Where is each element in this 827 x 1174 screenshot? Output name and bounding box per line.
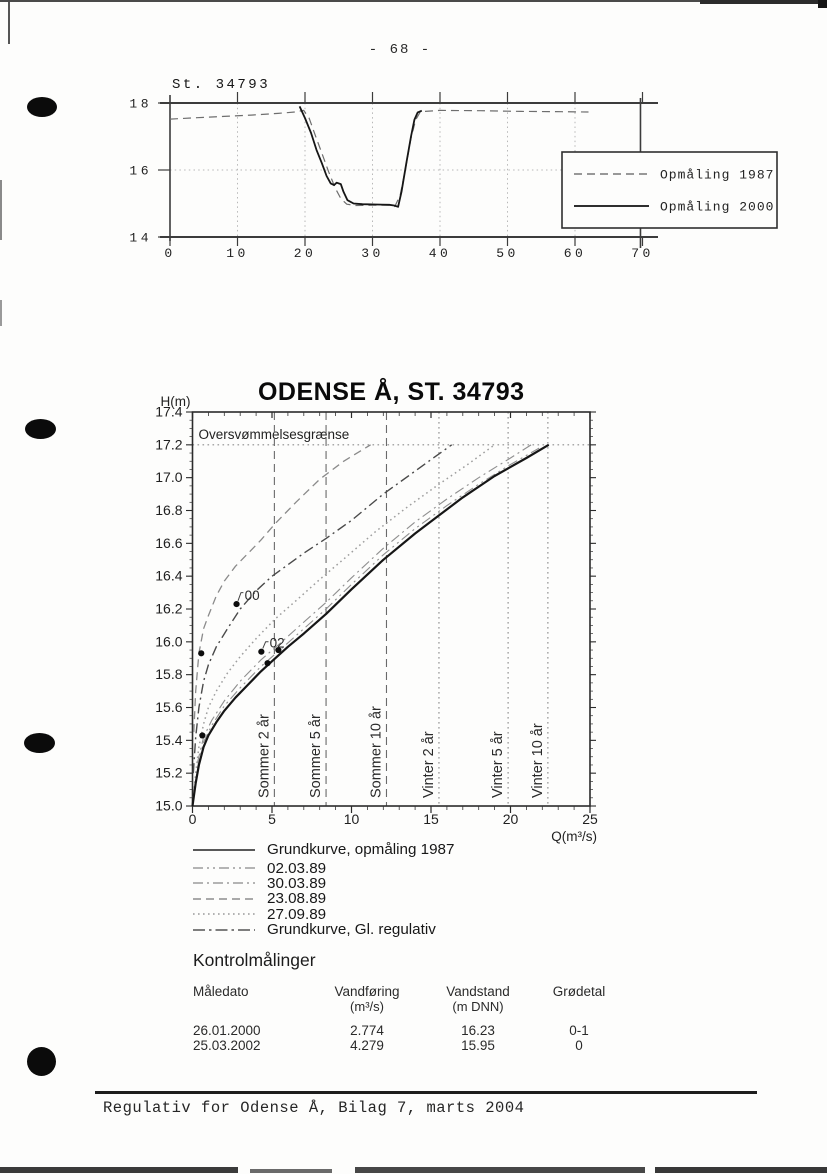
x-tick-label: 15 bbox=[423, 811, 439, 828]
legend-label: 23.08.89 bbox=[267, 890, 327, 908]
legend-label: 27.09.89 bbox=[267, 905, 327, 923]
page-number: - 68 - bbox=[368, 42, 432, 58]
point-label: 00 bbox=[244, 587, 260, 603]
column-unit: (m DNN) bbox=[452, 999, 504, 1014]
legend-row bbox=[193, 907, 623, 922]
table-cell: 2.774 bbox=[350, 1023, 384, 1038]
profile-plot bbox=[129, 77, 777, 261]
y-tick-label: 16.0 bbox=[155, 633, 183, 650]
return-line-label: Vinter 10 år bbox=[529, 723, 546, 799]
y-tick-label: 16.2 bbox=[155, 600, 183, 617]
profile-chart bbox=[100, 70, 827, 282]
point-label-leader bbox=[263, 642, 269, 649]
x-tick-label: 10 bbox=[343, 811, 360, 828]
legend-sample-solid bbox=[193, 844, 255, 856]
legend-sample-dashed bbox=[193, 893, 255, 905]
y-tick-label: 16 bbox=[129, 163, 152, 179]
legend-row bbox=[193, 842, 623, 857]
rating-plot bbox=[155, 377, 598, 844]
column-header bbox=[311, 984, 423, 1014]
x-tick-label: 0 bbox=[164, 246, 176, 261]
x-tick-label: 70 bbox=[631, 246, 654, 261]
legend-box bbox=[562, 152, 777, 228]
y-tick-label: 15.4 bbox=[155, 731, 183, 748]
scan-artifact-bottom bbox=[0, 1167, 238, 1173]
column-label: Måledato bbox=[193, 984, 249, 999]
legend-row bbox=[193, 922, 623, 937]
measurement-point bbox=[199, 732, 205, 738]
x-tick-label: 5 bbox=[268, 811, 276, 828]
column-label: Vandstand bbox=[446, 984, 510, 999]
punch-hole bbox=[27, 97, 57, 117]
column-header bbox=[533, 984, 625, 1014]
table-body bbox=[193, 1014, 625, 1053]
y-tick-label: 15.6 bbox=[155, 699, 183, 716]
x-tick-label: 50 bbox=[496, 246, 519, 261]
column-header bbox=[193, 984, 311, 1014]
punch-hole bbox=[24, 733, 55, 753]
x-tick-label: 60 bbox=[563, 246, 587, 261]
table-spacer bbox=[193, 1014, 625, 1023]
profile-legend bbox=[562, 152, 777, 228]
y-tick-label: 16.4 bbox=[155, 567, 183, 584]
y-tick-label: 17.2 bbox=[155, 436, 183, 453]
table-cell: 0-1 bbox=[569, 1023, 589, 1038]
scan-artifact-bottom bbox=[250, 1169, 332, 1173]
table-cell: 26.01.2000 bbox=[193, 1023, 261, 1038]
y-tick-label: 16.6 bbox=[155, 534, 183, 551]
curve-27-09-89 bbox=[193, 445, 494, 798]
punch-hole bbox=[27, 1047, 56, 1076]
footer-rule bbox=[95, 1091, 757, 1094]
legend-label: Grundkurve, Gl. regulativ bbox=[267, 921, 436, 939]
rating-chart bbox=[150, 360, 710, 860]
y-axis-name: H(m) bbox=[160, 394, 191, 409]
scan-artifact-bottom bbox=[355, 1167, 645, 1173]
x-tick-label: 25 bbox=[582, 811, 598, 828]
table-cell: 0 bbox=[575, 1038, 583, 1053]
column-label: Grødetal bbox=[552, 984, 606, 999]
legend-row bbox=[193, 876, 623, 891]
legend-label: Grundkurve, opmåling 1987 bbox=[267, 841, 455, 859]
y-tick-label: 18 bbox=[129, 96, 152, 112]
table-title: Kontrolmålinger bbox=[193, 950, 316, 970]
column-header bbox=[423, 984, 533, 1014]
rating-chart-legend bbox=[193, 842, 623, 937]
x-tick-label: 20 bbox=[502, 811, 519, 828]
legend-sample-dashdot bbox=[193, 877, 255, 889]
table-header bbox=[193, 984, 625, 1014]
legend-sample-dashdot2 bbox=[193, 924, 255, 936]
legend-sample-dashdotdot bbox=[193, 862, 255, 874]
curve-23-08-89 bbox=[194, 445, 371, 732]
x-tick-label: 20 bbox=[293, 246, 317, 261]
table-cell: 16.23 bbox=[461, 1023, 495, 1038]
point-label-leader bbox=[238, 593, 243, 601]
legend-label: Opmåling 1987 bbox=[660, 167, 775, 183]
flood-limit-label: Oversvømmelsesgrænse bbox=[198, 426, 350, 442]
measurement-point bbox=[198, 650, 204, 656]
x-tick-label: 30 bbox=[361, 246, 384, 261]
chart-title: ODENSE Å, ST. 34793 bbox=[257, 378, 525, 406]
measurement-point bbox=[233, 601, 239, 607]
scan-artifact-top-edge-right bbox=[700, 0, 827, 4]
scan-artifact-left-tick bbox=[8, 2, 10, 44]
control-measurements-table bbox=[193, 984, 625, 1053]
point-label: 02 bbox=[269, 635, 285, 651]
return-line-label: Sommer 10 år bbox=[368, 706, 385, 799]
legend-label: 30.03.89 bbox=[267, 874, 327, 892]
series-opm-ling-1987 bbox=[170, 110, 589, 206]
measurement-point bbox=[264, 660, 270, 666]
x-tick-label: 0 bbox=[188, 811, 197, 828]
legend-row bbox=[193, 891, 623, 906]
y-tick-label: 15.0 bbox=[155, 797, 183, 814]
y-tick-label: 16.8 bbox=[155, 502, 183, 519]
station-label: St. 34793 bbox=[172, 77, 271, 93]
footer-text: Regulativ for Odense Å, Bilag 7, marts 2004 bbox=[103, 1099, 525, 1117]
y-tick-label: 15.8 bbox=[155, 666, 183, 683]
legend-label: 02.03.89 bbox=[267, 859, 327, 877]
return-line-label: Vinter 2 år bbox=[420, 731, 437, 799]
y-tick-label: 17.4 bbox=[155, 403, 183, 420]
legend-label: Opmåling 2000 bbox=[660, 199, 775, 215]
scan-artifact-left bbox=[0, 300, 2, 326]
return-line-label: Sommer 5 år bbox=[308, 714, 325, 799]
x-axis-name: Q(m³/s) bbox=[551, 829, 597, 845]
return-line-label: Sommer 2 år bbox=[256, 714, 273, 799]
y-tick-label: 15.2 bbox=[155, 764, 183, 781]
legend-sample-dotted bbox=[193, 908, 255, 920]
table-cell: 4.279 bbox=[350, 1038, 384, 1053]
table-row bbox=[193, 1038, 625, 1053]
y-tick-label: 17.0 bbox=[155, 469, 183, 486]
x-tick-label: 10 bbox=[226, 246, 249, 261]
column-label: Vandføring bbox=[334, 984, 400, 999]
table-cell: 25.03.2002 bbox=[193, 1038, 261, 1053]
control-measurements-section bbox=[193, 950, 653, 1053]
measurement-point bbox=[258, 649, 264, 655]
return-line-label: Vinter 5 år bbox=[490, 731, 507, 799]
curve-30-03-89 bbox=[197, 445, 531, 764]
table-cell: 15.95 bbox=[461, 1038, 495, 1053]
legend-row bbox=[193, 860, 623, 875]
series-opm-ling-2000 bbox=[300, 106, 422, 206]
scan-artifact-corner bbox=[818, 0, 827, 8]
y-tick-label: 14 bbox=[129, 230, 152, 246]
table-row bbox=[193, 1023, 625, 1038]
scan-artifact-bottom bbox=[655, 1167, 827, 1173]
column-unit: (m³/s) bbox=[350, 999, 384, 1014]
scan-artifact-left bbox=[0, 180, 2, 240]
punch-hole bbox=[25, 419, 56, 439]
x-tick-label: 40 bbox=[428, 246, 452, 261]
